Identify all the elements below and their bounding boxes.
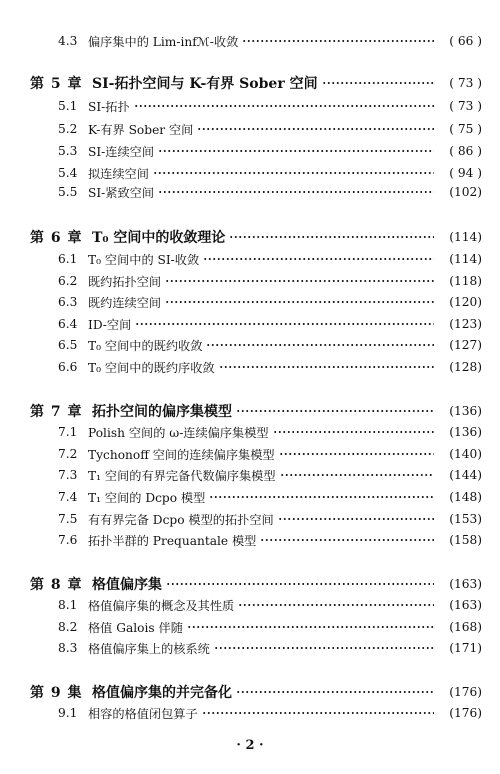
dot-leader xyxy=(165,301,434,303)
section-title: 拓扑半群的 Prequantale 模型 xyxy=(88,533,257,548)
page-reference: (118) xyxy=(449,274,482,288)
page-reference: (140) xyxy=(449,447,482,461)
dot-leader xyxy=(260,539,434,541)
page-reference: (163) xyxy=(449,598,482,612)
dot-leader xyxy=(242,40,434,42)
dot-leader xyxy=(278,518,434,520)
chapter-number: 第 9 集 xyxy=(30,685,83,701)
dot-leader xyxy=(280,474,434,476)
dot-leader xyxy=(238,604,434,606)
chapter-number: 第 6 章 xyxy=(30,230,83,246)
toc-section-entry xyxy=(0,594,500,616)
dot-leader xyxy=(202,712,434,714)
section-title: 拟连续空间 xyxy=(88,166,149,181)
dot-leader xyxy=(219,366,434,368)
toc-section-entry xyxy=(0,702,500,724)
section-number: 6.2 xyxy=(58,274,78,288)
toc-chapter-entry xyxy=(0,681,500,703)
page-reference: (171) xyxy=(449,641,482,655)
section-number: 7.1 xyxy=(58,425,78,439)
toc-chapter-entry xyxy=(0,573,500,595)
section-title: 既约连续空间 xyxy=(88,295,162,310)
dot-leader xyxy=(135,323,434,325)
dot-leader xyxy=(236,410,434,412)
toc-section-entry xyxy=(0,95,500,117)
dot-leader xyxy=(229,236,434,238)
section-title: 格值 Galois 伴随 xyxy=(88,620,183,635)
toc-section-entry xyxy=(0,140,500,162)
section-number: 7.4 xyxy=(58,490,78,504)
section-title: 既约拓扑空间 xyxy=(88,274,162,289)
chapter-title: 格值偏序集的并完备化 xyxy=(92,685,232,701)
toc-section-entry xyxy=(0,508,500,530)
section-number: 5.4 xyxy=(58,166,78,180)
page-reference: (176) xyxy=(449,685,482,699)
section-title: T₀ 空间中的既约收敛 xyxy=(88,338,203,353)
section-number: 6.3 xyxy=(58,295,78,309)
section-title: 有有界完备 Dcpo 模型的拓扑空间 xyxy=(88,512,274,527)
toc-section-entry xyxy=(0,181,500,203)
dot-leader xyxy=(153,172,434,174)
section-number: 7.3 xyxy=(58,468,78,482)
section-number: 5.1 xyxy=(58,99,78,113)
page-reference: (153) xyxy=(449,512,482,526)
chapter-number: 第 5 章 xyxy=(30,76,83,92)
section-number: 6.4 xyxy=(58,317,78,331)
page-reference: (168) xyxy=(449,620,482,634)
page-reference: (176) xyxy=(449,706,482,720)
section-title: SI-拓扑 xyxy=(88,99,130,114)
section-number: 7.6 xyxy=(58,533,78,547)
section-title: 偏序集中的 Lim-infℳ-收敛 xyxy=(88,34,239,49)
toc-section-entry xyxy=(0,30,500,52)
page-reference: (120) xyxy=(449,295,482,309)
toc-chapter-entry xyxy=(0,400,500,422)
dot-leader xyxy=(165,280,434,282)
dot-leader xyxy=(187,626,434,628)
section-title: Polish 空间的 ω-连续偏序集模型 xyxy=(88,425,269,440)
dot-leader xyxy=(214,647,434,649)
section-title: 相容的格值闭包算子 xyxy=(88,706,198,721)
toc-section-entry xyxy=(0,270,500,292)
dot-leader xyxy=(197,128,434,130)
section-title: 格值偏序集的概念及其性质 xyxy=(88,598,235,613)
page-reference: ( 75 ) xyxy=(449,122,482,136)
dot-leader xyxy=(322,82,434,84)
section-number: 6.1 xyxy=(58,252,78,266)
page-reference: (114) xyxy=(449,252,482,266)
dot-leader xyxy=(273,431,434,433)
toc-section-entry xyxy=(0,529,500,551)
dot-leader xyxy=(134,105,434,107)
section-number: 6.5 xyxy=(58,338,78,352)
toc-section-entry xyxy=(0,313,500,335)
toc-section-entry xyxy=(0,616,500,638)
section-number: 4.3 xyxy=(58,34,78,48)
section-number: 5.2 xyxy=(58,122,78,136)
page-reference: (144) xyxy=(449,468,482,482)
section-title: T₀ 空间中的既约序收敛 xyxy=(88,360,215,375)
page-reference: (114) xyxy=(449,230,482,244)
page-reference: (127) xyxy=(449,338,482,352)
chapter-title: 格值偏序集 xyxy=(92,577,162,593)
toc-section-entry xyxy=(0,464,500,486)
page-reference: (136) xyxy=(449,425,482,439)
page-reference: (128) xyxy=(449,360,482,374)
section-title: T₀ 空间中的 SI-收敛 xyxy=(88,252,200,267)
toc-section-entry xyxy=(0,118,500,140)
dot-leader xyxy=(166,583,434,585)
page-reference: (102) xyxy=(449,185,482,199)
section-number: 8.3 xyxy=(58,641,78,655)
toc-section-entry xyxy=(0,291,500,313)
toc-chapter-entry xyxy=(0,226,500,248)
section-number: 8.1 xyxy=(58,598,78,612)
section-number: 6.6 xyxy=(58,360,78,374)
section-number: 5.3 xyxy=(58,144,78,158)
page-reference: ( 66 ) xyxy=(449,34,482,48)
toc-chapter-entry xyxy=(0,72,500,94)
dot-leader xyxy=(158,150,434,152)
page-reference: ( 94 ) xyxy=(449,166,482,180)
page-reference: (148) xyxy=(449,490,482,504)
toc-section-entry xyxy=(0,248,500,270)
dot-leader xyxy=(279,453,434,455)
toc-section-entry xyxy=(0,334,500,356)
dot-leader xyxy=(203,258,434,260)
page-reference: (163) xyxy=(449,577,482,591)
toc-section-entry xyxy=(0,356,500,378)
toc-section-entry xyxy=(0,421,500,443)
section-number: 7.5 xyxy=(58,512,78,526)
toc-section-entry xyxy=(0,443,500,465)
page-reference: ( 73 ) xyxy=(449,76,482,90)
chapter-title: T₀ 空间中的收敛理论 xyxy=(92,230,226,246)
section-title: 格值偏序集上的核系统 xyxy=(88,641,210,656)
page-reference: ( 86 ) xyxy=(449,144,482,158)
chapter-title: SI-拓扑空间与 K-有界 Sober 空间 xyxy=(92,76,318,92)
dot-leader xyxy=(158,191,434,193)
page-reference: (123) xyxy=(449,317,482,331)
toc-section-entry xyxy=(0,637,500,659)
section-number: 7.2 xyxy=(58,447,78,461)
chapter-number: 第 7 章 xyxy=(30,404,83,420)
section-number: 5.5 xyxy=(58,185,78,199)
toc-section-entry xyxy=(0,486,500,508)
page-reference: (158) xyxy=(449,533,482,547)
section-title: K-有界 Sober 空间 xyxy=(88,122,194,137)
page-number-footer: · 2 · xyxy=(236,738,264,753)
page-reference: (136) xyxy=(449,404,482,418)
section-title: SI-连续空间 xyxy=(88,144,155,159)
chapter-title: 拓扑空间的偏序集模型 xyxy=(92,404,232,420)
dot-leader xyxy=(206,344,434,346)
section-title: ID-空间 xyxy=(88,317,132,332)
section-title: T₁ 空间的 Dcpo 模型 xyxy=(88,490,206,505)
section-title: T₁ 空间的有界完备代数偏序集模型 xyxy=(88,468,276,483)
section-number: 8.2 xyxy=(58,620,78,634)
dot-leader xyxy=(236,691,434,693)
section-number: 9.1 xyxy=(58,706,78,720)
dot-leader xyxy=(209,496,434,498)
section-title: SI-紧致空间 xyxy=(88,185,155,200)
section-title: Tychonoff 空间的连续偏序集模型 xyxy=(88,447,275,462)
page-reference: ( 73 ) xyxy=(449,99,482,113)
chapter-number: 第 8 章 xyxy=(30,577,83,593)
